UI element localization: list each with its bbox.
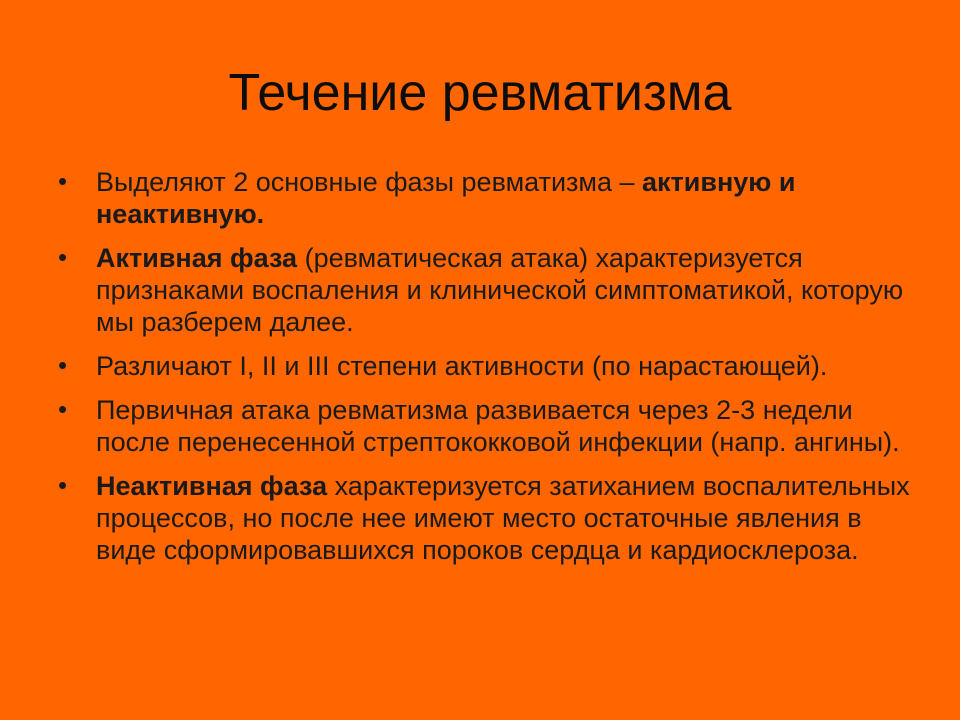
bullet-item [56,166,916,230]
bullet-dot-icon: • [58,166,68,196]
bullet-bold-text: Активная фаза [96,243,298,273]
bullet-text: характеризуется затиханием воспалительных процессов, но после нее имеют место остаточные явления в виде сформировавшихся пороков сердца и кардиосклероза. [96,471,910,565]
bullet-dot-icon: • [58,350,68,380]
bullet-text: (ревматическая атака) характеризуется признаками воспаления и клинической симптоматикой, которую мы разберем далее. [96,243,904,337]
bullet-text: Первичная атака ревматизма развивается через 2-3 недели после перенесенной стрептококковой инфекции (напр. ангины). [96,395,900,457]
bullet-list [56,166,916,578]
bullet-item [56,350,916,382]
bullet-item [56,394,916,458]
bullet-bold-text: активную и неактивную. [96,167,796,229]
bullet-item [56,242,916,338]
bullet-item [56,470,916,566]
bullet-bold-text: Неактивная фаза [96,471,328,501]
bullet-dot-icon: • [58,242,68,272]
bullet-text: Выделяют 2 основные фазы ревматизма – [96,167,643,197]
bullet-dot-icon: • [58,394,68,424]
slide-title: Течение ревматизма [228,64,732,122]
bullet-dot-icon: • [58,470,68,500]
bullet-text: Различают I, II и III степени активности (по нарастающей). [96,351,828,381]
